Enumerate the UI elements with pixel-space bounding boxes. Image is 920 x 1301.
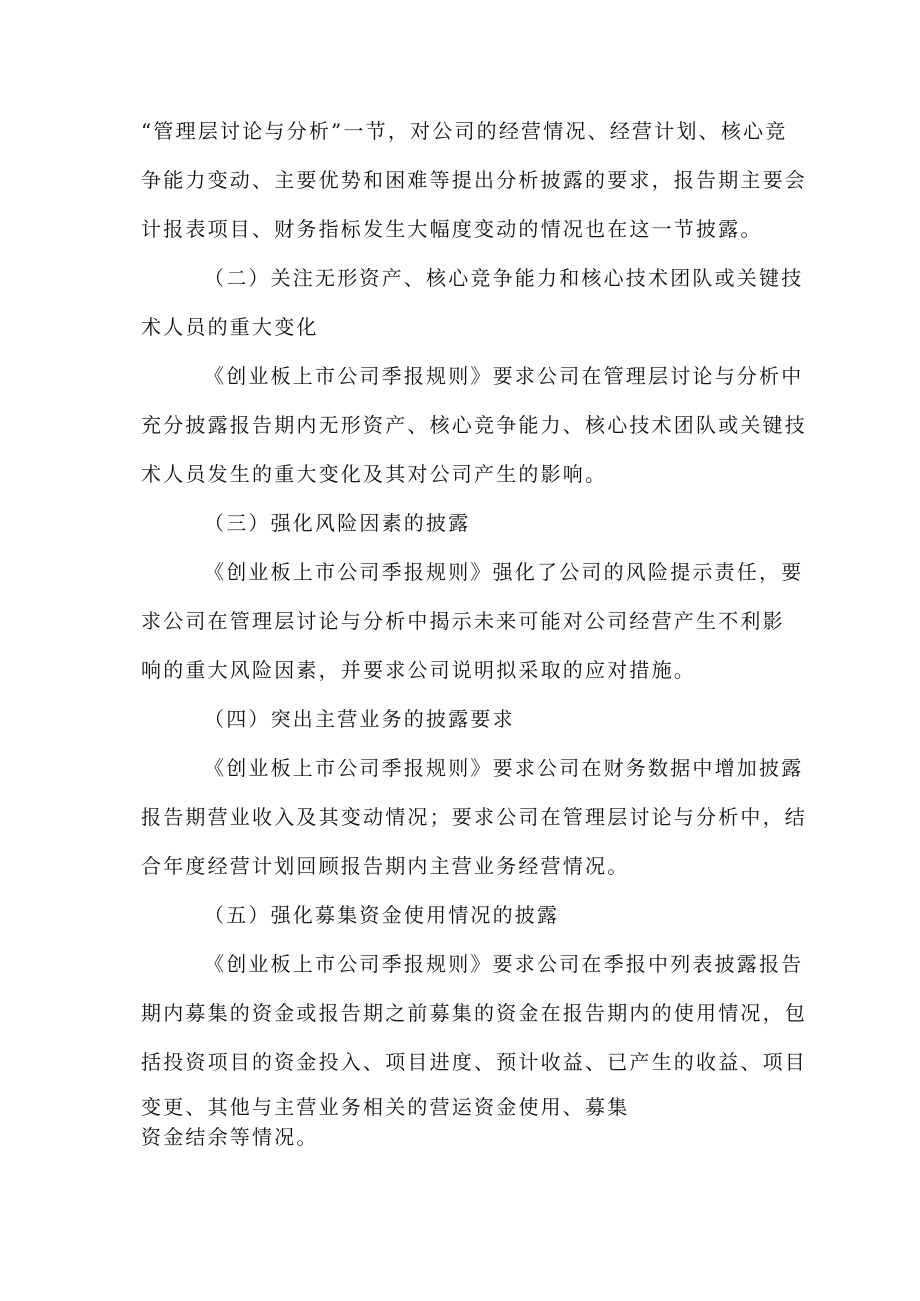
section-heading-2: （二）关注无形资产、核心竞争能力和核心技术团队或关键技: [204, 266, 804, 290]
text-line: 求公司在管理层讨论与分析中揭示未来可能对公司经营产生不利影: [141, 609, 785, 633]
text-line: 括投资项目的资金投入、项目进度、预计收益、已产生的收益、项目: [141, 1050, 807, 1074]
text-line: 合年度经营计划回顾报告期内主营业务经营情况。: [141, 854, 630, 878]
section-heading-2-cont: 术人员的重大变化: [141, 315, 319, 339]
text-line: “管理层讨论与分析”一节，对公司的经营情况、经营计划、核心竞: [141, 119, 788, 143]
text-line: 变更、其他与主营业务相关的营运资金使用、募集: [141, 1095, 630, 1119]
text-line: 响的重大风险因素，并要求公司说明拟采取的应对措施。: [141, 658, 696, 682]
text-line: 资金结余等情况。: [141, 1125, 319, 1149]
text-line: 《创业板上市公司季报规则》强化了公司的风险提示责任，要: [204, 560, 804, 584]
text-line: 计报表项目、财务指标发生大幅度变动的情况也在这一节披露。: [141, 217, 763, 241]
text-line: 《创业板上市公司季报规则》要求公司在财务数据中增加披露: [204, 756, 804, 780]
text-line: 争能力变动、主要优势和困难等提出分析披露的要求，报告期主要会: [141, 168, 807, 192]
text-line: 充分披露报告期内无形资产、核心竞争能力、核心技术团队或关键技: [141, 413, 807, 437]
text-line: 《创业板上市公司季报规则》要求公司在管理层讨论与分析中: [204, 364, 804, 388]
text-line: 《创业板上市公司季报规则》要求公司在季报中列表披露报告: [204, 952, 804, 976]
section-heading-5: （五）强化募集资金使用情况的披露: [204, 903, 560, 927]
text-line: 术人员发生的重大变化及其对公司产生的影响。: [141, 462, 608, 486]
text-line: 期内募集的资金或报告期之前募集的资金在报告期内的使用情况，包: [141, 1001, 807, 1025]
section-heading-3: （三）强化风险因素的披露: [204, 511, 471, 535]
section-heading-4: （四）突出主营业务的披露要求: [204, 707, 515, 731]
text-line: 报告期营业收入及其变动情况；要求公司在管理层讨论与分析中，结: [141, 805, 807, 829]
